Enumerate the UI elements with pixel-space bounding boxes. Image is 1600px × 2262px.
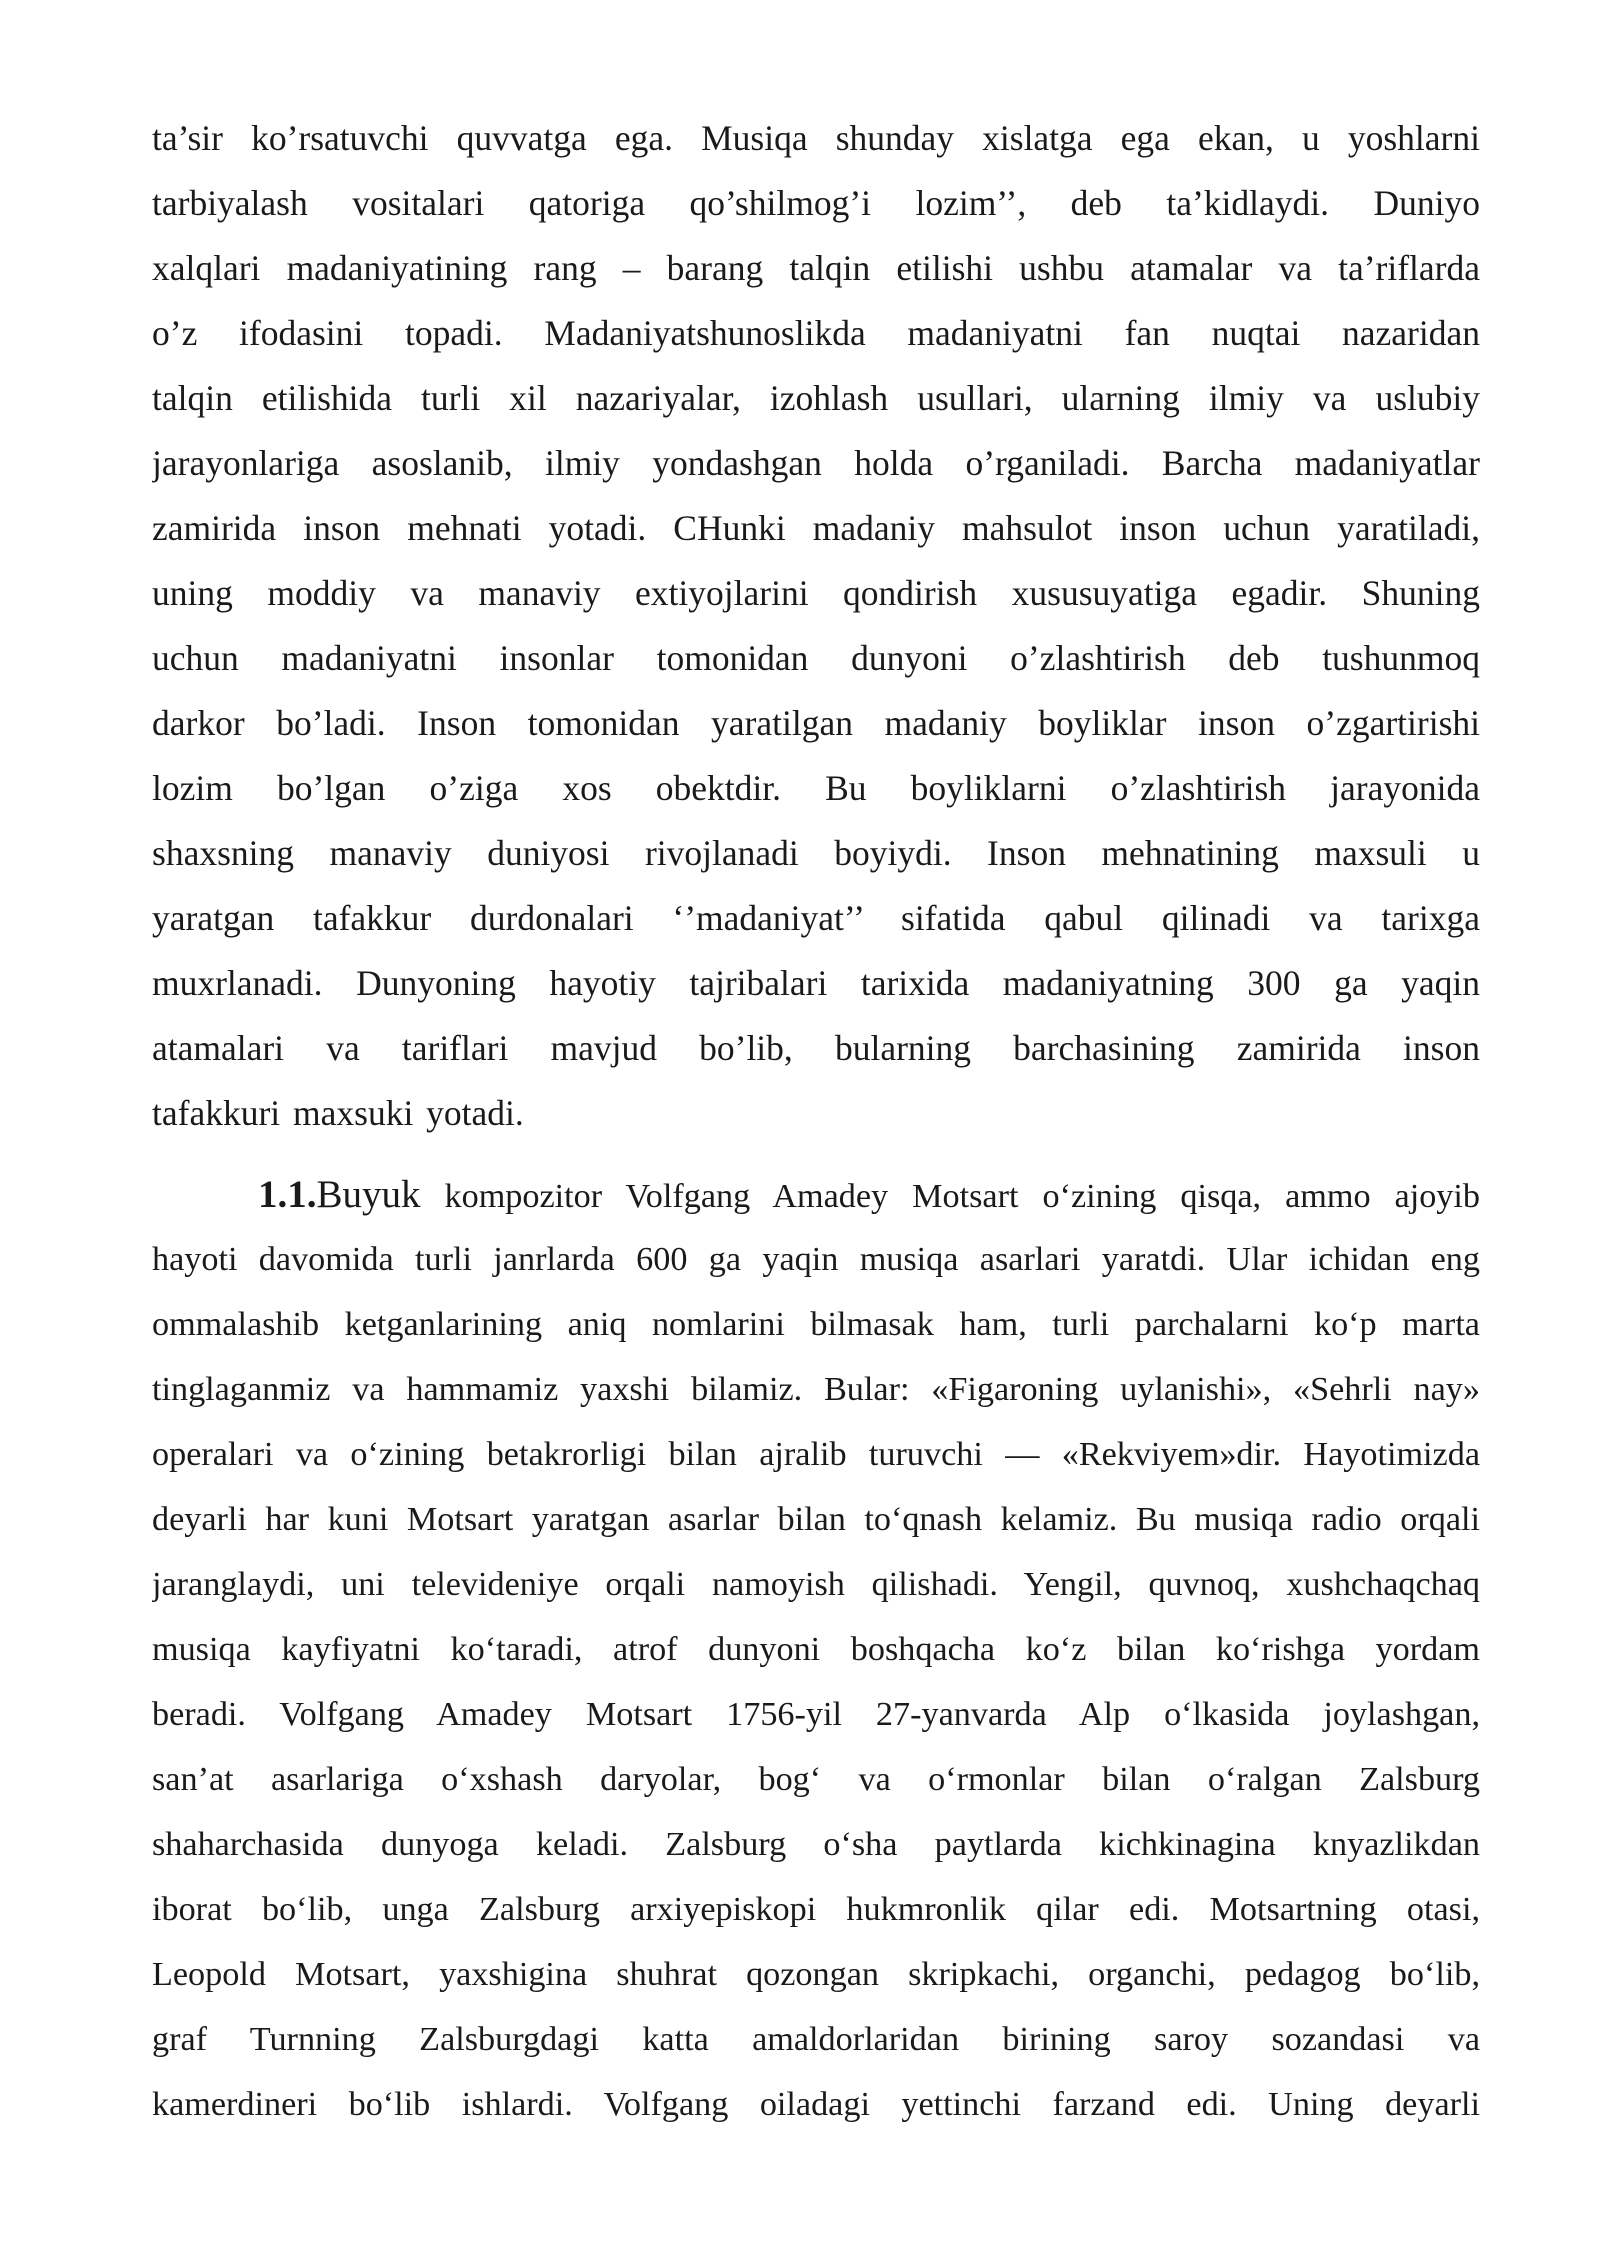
text-line: atamalari va tariflari mavjud bo’lib, bularning barchasining zamirida inson	[152, 1028, 1480, 1068]
lead-word: Buyuk	[316, 1173, 421, 1216]
text-line: iborat bo‘lib, unga Zalsburg arxiyepiskopi hukmronlik qilar edi. Motsartning otasi,	[152, 1891, 1480, 1928]
text-line: Leopold Motsart, yaxshigina shuhrat qozongan skripkachi, organchi, pedagog bo‘lib,	[152, 1956, 1480, 1993]
text-line: darkor bo’ladi. Inson tomonidan yaratilgan madaniy boyliklar inson o’zgartirishi	[152, 703, 1480, 743]
section-first-line	[152, 1162, 1480, 1227]
text-line: o’z ifodasini topadi. Madaniyatshunoslikda madaniyatni fan nuqtai nazaridan	[152, 313, 1480, 353]
text-line: tinglaganmiz va hammamiz yaxshi bilamiz. Bular: «Figaroning uylanishi», «Sehrli nay»	[152, 1371, 1480, 1408]
text-line: shaxsning manaviy duniyosi rivojlanadi boyiydi. Inson mehnatining maxsuli u	[152, 833, 1480, 873]
text-line: jaranglaydi, uni televideniye orqali namoyish qilishadi. Yengil, quvnoq, xushchaqchaq	[152, 1566, 1480, 1603]
text-line: kamerdineri bo‘lib ishlardi. Volfgang oiladagi yettinchi farzand edi. Uning deyarli	[152, 2086, 1480, 2123]
text-line: lozim bo’lgan o’ziga xos obektdir. Bu boyliklarni o’zlashtirish jarayonida	[152, 768, 1480, 808]
section-number: 1.1.	[258, 1173, 317, 1216]
text-line: tafakkuri maxsuki yotadi.	[152, 1093, 524, 1133]
text-line: ommalashib ketganlarining aniq nomlarini bilmasak ham, turli parchalarni ko‘p marta	[152, 1306, 1480, 1343]
text-line: jarayonlariga asoslanib, ilmiy yondashgan holda o’rganiladi. Barcha madaniyatlar	[152, 443, 1480, 483]
paragraph-culture	[152, 106, 1480, 1146]
text-line: uchun madaniyatni insonlar tomonidan dunyoni o’zlashtirish deb tushunmoq	[152, 638, 1480, 678]
text-line: tarbiyalash vositalari qatoriga qo’shilmog’i lozim’’, deb ta’kidlaydi. Duniyo	[152, 183, 1480, 223]
text-line: shaharchasida dunyoga keladi. Zalsburg o‘sha paytlarda kichkinagina knyazlikdan	[152, 1826, 1480, 1863]
text-line: talqin etilishida turli xil nazariyalar, izohlash usullari, ularning ilmiy va uslubiy	[152, 378, 1480, 418]
paragraph-mozart	[152, 1162, 1480, 2137]
text-line: hayoti davomida turli janrlarda 600 ga yaqin musiqa asarlari yaratdi. Ular ichidan eng	[152, 1241, 1480, 1278]
text-line: beradi. Volfgang Amadey Motsart 1756-yil 27-yanvarda Alp o‘lkasida joylashgan,	[152, 1696, 1480, 1733]
text-line: san’at asarlariga o‘xshash daryolar, bog‘ va o‘rmonlar bilan o‘ralgan Zalsburg	[152, 1761, 1480, 1798]
text-line: yaratgan tafakkur durdonalari ‘’madaniyat’’ sifatida qabul qilinadi va tarixga	[152, 898, 1480, 938]
text-line: muxrlanadi. Dunyoning hayotiy tajribalari tarixida madaniyatning 300 ga yaqin	[152, 963, 1480, 1003]
text-line: ta’sir ko’rsatuvchi quvvatga ega. Musiqa shunday xislatga ega ekan, u yoshlarni	[152, 118, 1480, 158]
text-line: uning moddiy va manaviy extiyojlarini qondirish xususuyatiga egadir. Shuning	[152, 573, 1480, 613]
text-line: graf Turnning Zalsburgdagi katta amaldorlaridan birining saroy sozandasi va	[152, 2021, 1480, 2058]
text-line: xalqlari madaniyatining rang – barang talqin etilishi ushbu atamalar va ta’riflarda	[152, 248, 1480, 288]
text-line: musiqa kayfiyatni ko‘taradi, atrof dunyoni boshqacha ko‘z bilan ko‘rishga yordam	[152, 1631, 1480, 1668]
first-line-text: kompozitor Volfgang Amadey Motsart o‘zining qisqa, ammo ajoyib	[420, 1178, 1480, 1215]
text-line: deyarli har kuni Motsart yaratgan asarlar bilan to‘qnash kelamiz. Bu musiqa radio orqali	[152, 1501, 1480, 1538]
text-line: operalari va o‘zining betakrorligi bilan ajralib turuvchi — «Rekviyem»dir. Hayotimizda	[152, 1436, 1480, 1473]
text-line: zamirida inson mehnati yotadi. CHunki madaniy mahsulot inson uchun yaratiladi,	[152, 508, 1480, 548]
